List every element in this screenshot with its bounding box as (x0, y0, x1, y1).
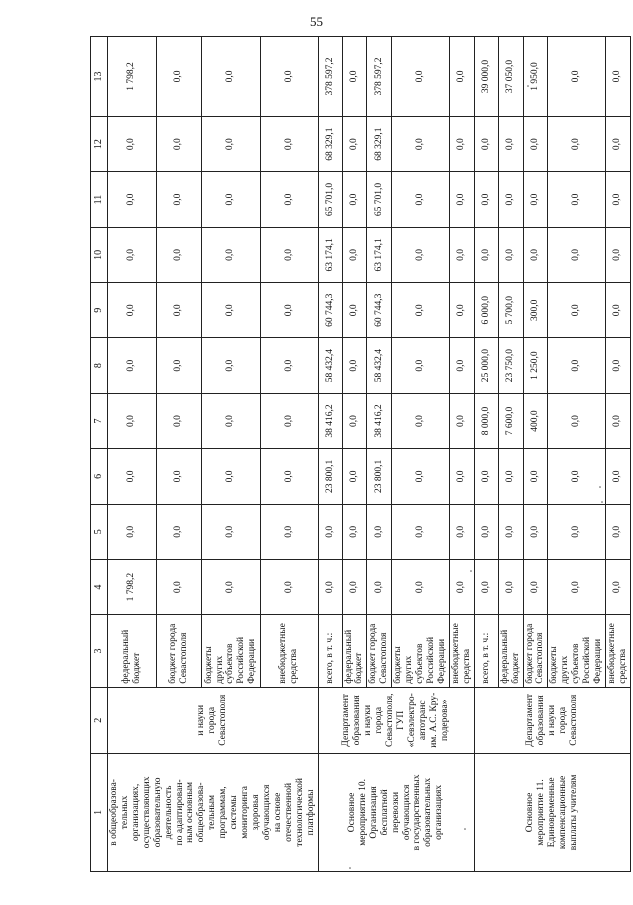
amount-cell: 58 432,4 (367, 338, 392, 393)
amount-cell: 37 050,0 (498, 37, 523, 117)
amount-cell: 0,0 (260, 227, 318, 282)
amount-cell: 63 174,1 (367, 227, 392, 282)
amount-cell: 0,0 (449, 393, 474, 448)
amount-cell: 0,0 (260, 393, 318, 448)
amount-cell: 0,0 (449, 37, 474, 117)
amount-cell: 0,0 (605, 449, 630, 504)
amount-cell: 0,0 (498, 559, 523, 614)
amount-cell: 0,0 (202, 449, 261, 504)
amount-cell: 0,0 (474, 227, 498, 282)
amount-cell: 0,0 (523, 504, 548, 559)
amount-cell: 0,0 (202, 172, 261, 227)
amount-cell: 0,0 (318, 559, 342, 614)
amount-cell: 0,0 (523, 559, 548, 614)
amount-cell: 0,0 (605, 227, 630, 282)
amount-cell: 0,0 (392, 37, 450, 117)
amount-cell: 0,0 (474, 504, 498, 559)
amount-cell: 0,0 (260, 559, 318, 614)
amount-cell: 23 800,1 (318, 449, 342, 504)
amount-cell: 0,0 (202, 283, 261, 338)
amount-cell: 0,0 (392, 449, 450, 504)
amount-cell: 0,0 (260, 116, 318, 171)
amount-cell: 378 597,2 (367, 37, 392, 117)
amount-cell: 0,0 (392, 283, 450, 338)
funding-source-cell: федеральный бюджет (498, 615, 523, 687)
amount-cell: 0,0 (449, 504, 474, 559)
amount-cell: 1 250,0 (523, 338, 548, 393)
amount-cell: 0,0 (156, 338, 202, 393)
amount-cell: 0,0 (449, 338, 474, 393)
amount-cell: 0,0 (108, 283, 157, 338)
funding-source-cell: внебюджетные средства (260, 615, 318, 687)
amount-cell: 0,0 (342, 37, 367, 117)
amount-cell: 0,0 (342, 227, 367, 282)
amount-cell: 0,0 (498, 116, 523, 171)
funding-source-cell: федеральный бюджет (342, 615, 367, 687)
amount-cell: 0,0 (392, 504, 450, 559)
funding-source-cell: внебюджетные средства (449, 615, 474, 687)
funding-source-cell: всего, в т. ч.: (318, 615, 342, 687)
amount-cell: 0,0 (202, 393, 261, 448)
rotated-table-area (90, 36, 628, 872)
amount-cell: 23 800,1 (367, 449, 392, 504)
amount-cell: 0,0 (156, 559, 202, 614)
amount-cell: 0,0 (260, 504, 318, 559)
amount-cell: 7 600,0 (498, 393, 523, 448)
amount-cell: 0,0 (367, 559, 392, 614)
amount-cell: 0,0 (342, 504, 367, 559)
amount-cell: 0,0 (449, 227, 474, 282)
page-number: 55 (310, 14, 323, 29)
amount-cell: 0,0 (202, 504, 261, 559)
funding-source-cell: бюджет города Севастополя (156, 615, 202, 687)
amount-cell: 0,0 (202, 227, 261, 282)
amount-cell: 0,0 (202, 338, 261, 393)
amount-cell: 0,0 (367, 504, 392, 559)
amount-cell: 0,0 (392, 227, 450, 282)
funding-source-cell: всего, в т. ч.: (474, 615, 498, 687)
measure-name-cell: Основное мероприятие 10. Организация бесплатной перевозки обучающихся в государственных образовательных организациях (318, 753, 474, 871)
amount-cell: 0,0 (342, 283, 367, 338)
amount-cell: 0,0 (156, 172, 202, 227)
table-row (474, 37, 498, 872)
column-number-cell: 6 (91, 449, 108, 504)
amount-cell: 0,0 (108, 227, 157, 282)
amount-cell: 0,0 (548, 559, 606, 614)
amount-cell: 0,0 (342, 393, 367, 448)
amount-cell: 0,0 (474, 172, 498, 227)
amount-cell: 0,0 (605, 559, 630, 614)
column-number-cell: 5 (91, 504, 108, 559)
amount-cell: 0,0 (498, 449, 523, 504)
table-row (318, 37, 342, 872)
amount-cell: 0,0 (498, 172, 523, 227)
amount-cell: 0,0 (548, 116, 606, 171)
amount-cell: 0,0 (202, 559, 261, 614)
amount-cell: 0,0 (474, 449, 498, 504)
amount-cell: 1 798,2 (108, 559, 157, 614)
amount-cell: 0,0 (108, 116, 157, 171)
amount-cell: 400,0 (523, 393, 548, 448)
funding-source-cell: бюджеты других субъектов Российской Федерации (202, 615, 261, 687)
amount-cell: 0,0 (523, 172, 548, 227)
amount-cell: 0,0 (392, 172, 450, 227)
amount-cell: 378 597,2 (318, 37, 342, 117)
amount-cell: 65 701,0 (318, 172, 342, 227)
table-row (108, 37, 157, 872)
amount-cell: 65 701,0 (367, 172, 392, 227)
amount-cell: 6 000,0 (474, 283, 498, 338)
amount-cell: 0,0 (260, 449, 318, 504)
amount-cell: 0,0 (605, 172, 630, 227)
column-number-cell: 13 (91, 37, 108, 117)
amount-cell: 0,0 (392, 338, 450, 393)
amount-cell: 23 750,0 (498, 338, 523, 393)
amount-cell: 0,0 (548, 227, 606, 282)
amount-cell: 0,0 (498, 227, 523, 282)
amount-cell: 0,0 (449, 449, 474, 504)
amount-cell: 0,0 (605, 283, 630, 338)
amount-cell: 0,0 (523, 227, 548, 282)
amount-cell: 0,0 (548, 393, 606, 448)
column-number-row (91, 37, 108, 872)
amount-cell: 0,0 (202, 116, 261, 171)
amount-cell: 1 798,2 (108, 37, 157, 117)
amount-cell: 0,0 (392, 393, 450, 448)
amount-cell: 0,0 (156, 504, 202, 559)
amount-cell: 0,0 (156, 116, 202, 171)
amount-cell: 0,0 (156, 227, 202, 282)
amount-cell: 0,0 (156, 283, 202, 338)
column-number-cell: 12 (91, 116, 108, 171)
amount-cell: 0,0 (260, 37, 318, 117)
amount-cell: 0,0 (474, 116, 498, 171)
funding-source-cell: бюджет города Севастополя (367, 615, 392, 687)
column-number-cell: 4 (91, 559, 108, 614)
amount-cell: 0,0 (605, 116, 630, 171)
executor-cell: Департамент образования и науки города Севастополя, ГУП «Севэлектро- автотранс им. А.С. Кру- подерова» (318, 687, 474, 753)
amount-cell: 0,0 (548, 504, 606, 559)
amount-cell: 0,0 (605, 338, 630, 393)
column-number-cell: 3 (91, 615, 108, 687)
amount-cell: 0,0 (449, 172, 474, 227)
amount-cell: 0,0 (156, 37, 202, 117)
amount-cell: 0,0 (318, 504, 342, 559)
amount-cell: 60 744,3 (367, 283, 392, 338)
amount-cell: 25 000,0 (474, 338, 498, 393)
amount-cell: 0,0 (108, 449, 157, 504)
column-number-cell: 2 (91, 687, 108, 753)
executor-cell: Департамент образования и науки города Севастополя (474, 687, 630, 753)
column-number-cell: 10 (91, 227, 108, 282)
amount-cell: 0,0 (260, 172, 318, 227)
amount-cell: 0,0 (548, 449, 606, 504)
amount-cell: 0,0 (449, 283, 474, 338)
amount-cell: 0,0 (156, 393, 202, 448)
amount-cell: 0,0 (449, 559, 474, 614)
amount-cell: 63 174,1 (318, 227, 342, 282)
amount-cell: 300,0 (523, 283, 548, 338)
funding-source-cell: бюджеты других субъектов Российской Федерации (548, 615, 606, 687)
amount-cell: 5 700,0 (498, 283, 523, 338)
funding-source-cell: бюджет города Севастополя (523, 615, 548, 687)
amount-cell: 0,0 (342, 172, 367, 227)
amount-cell: 0,0 (342, 559, 367, 614)
amount-cell: 0,0 (523, 116, 548, 171)
amount-cell: 0,0 (392, 559, 450, 614)
amount-cell: 1 950,0 (523, 37, 548, 117)
column-number-cell: 9 (91, 283, 108, 338)
amount-cell: 0,0 (342, 116, 367, 171)
amount-cell: 0,0 (605, 37, 630, 117)
column-number-cell: 8 (91, 338, 108, 393)
funding-source-cell: внебюджетные средства (605, 615, 630, 687)
amount-cell: 0,0 (474, 559, 498, 614)
amount-cell: 0,0 (108, 393, 157, 448)
amount-cell: 0,0 (156, 449, 202, 504)
executor-cell: и науки города Севастополя (108, 687, 319, 753)
column-number-cell: 11 (91, 172, 108, 227)
amount-cell: 38 416,2 (318, 393, 342, 448)
amount-cell: 0,0 (548, 338, 606, 393)
column-number-cell: 1 (91, 753, 108, 871)
amount-cell: 0,0 (342, 338, 367, 393)
amount-cell: 0,0 (449, 116, 474, 171)
amount-cell: 0,0 (548, 283, 606, 338)
amount-cell: 0,0 (392, 116, 450, 171)
amount-cell: 60 744,3 (318, 283, 342, 338)
amount-cell: 0,0 (548, 37, 606, 117)
measure-name-cell: Основное мероприятие 11. Единовременные компенсационные выплаты учителям (474, 753, 630, 871)
amount-cell: 68 329,1 (367, 116, 392, 171)
amount-cell: 0,0 (523, 449, 548, 504)
amount-cell: 58 432,4 (318, 338, 342, 393)
amount-cell: 0,0 (260, 283, 318, 338)
amount-cell: 0,0 (202, 37, 261, 117)
amount-cell: 0,0 (498, 504, 523, 559)
amount-cell: 8 000,0 (474, 393, 498, 448)
amount-cell: 0,0 (605, 504, 630, 559)
amount-cell: 39 000,0 (474, 37, 498, 117)
column-number-cell: 7 (91, 393, 108, 448)
budget-table (90, 36, 631, 872)
amount-cell: 68 329,1 (318, 116, 342, 171)
funding-source-cell: бюджеты других субъектов Российской Федерации (392, 615, 450, 687)
amount-cell: 38 416,2 (367, 393, 392, 448)
amount-cell: 0,0 (260, 338, 318, 393)
amount-cell: 0,0 (548, 172, 606, 227)
amount-cell: 0,0 (108, 172, 157, 227)
amount-cell: 0,0 (108, 504, 157, 559)
amount-cell: 0,0 (342, 449, 367, 504)
amount-cell: 0,0 (605, 393, 630, 448)
funding-source-cell: федеральный бюджет (108, 615, 157, 687)
measure-name-cell: в общеобразова- тельных организациях, осуществляющих образовательную деятельность по адаптирован- ным основным общеобразова- тельным программам, системы мониторинга здоровья обучающихся на основе отечественной технологической платформы (108, 753, 319, 871)
amount-cell: 0,0 (108, 338, 157, 393)
